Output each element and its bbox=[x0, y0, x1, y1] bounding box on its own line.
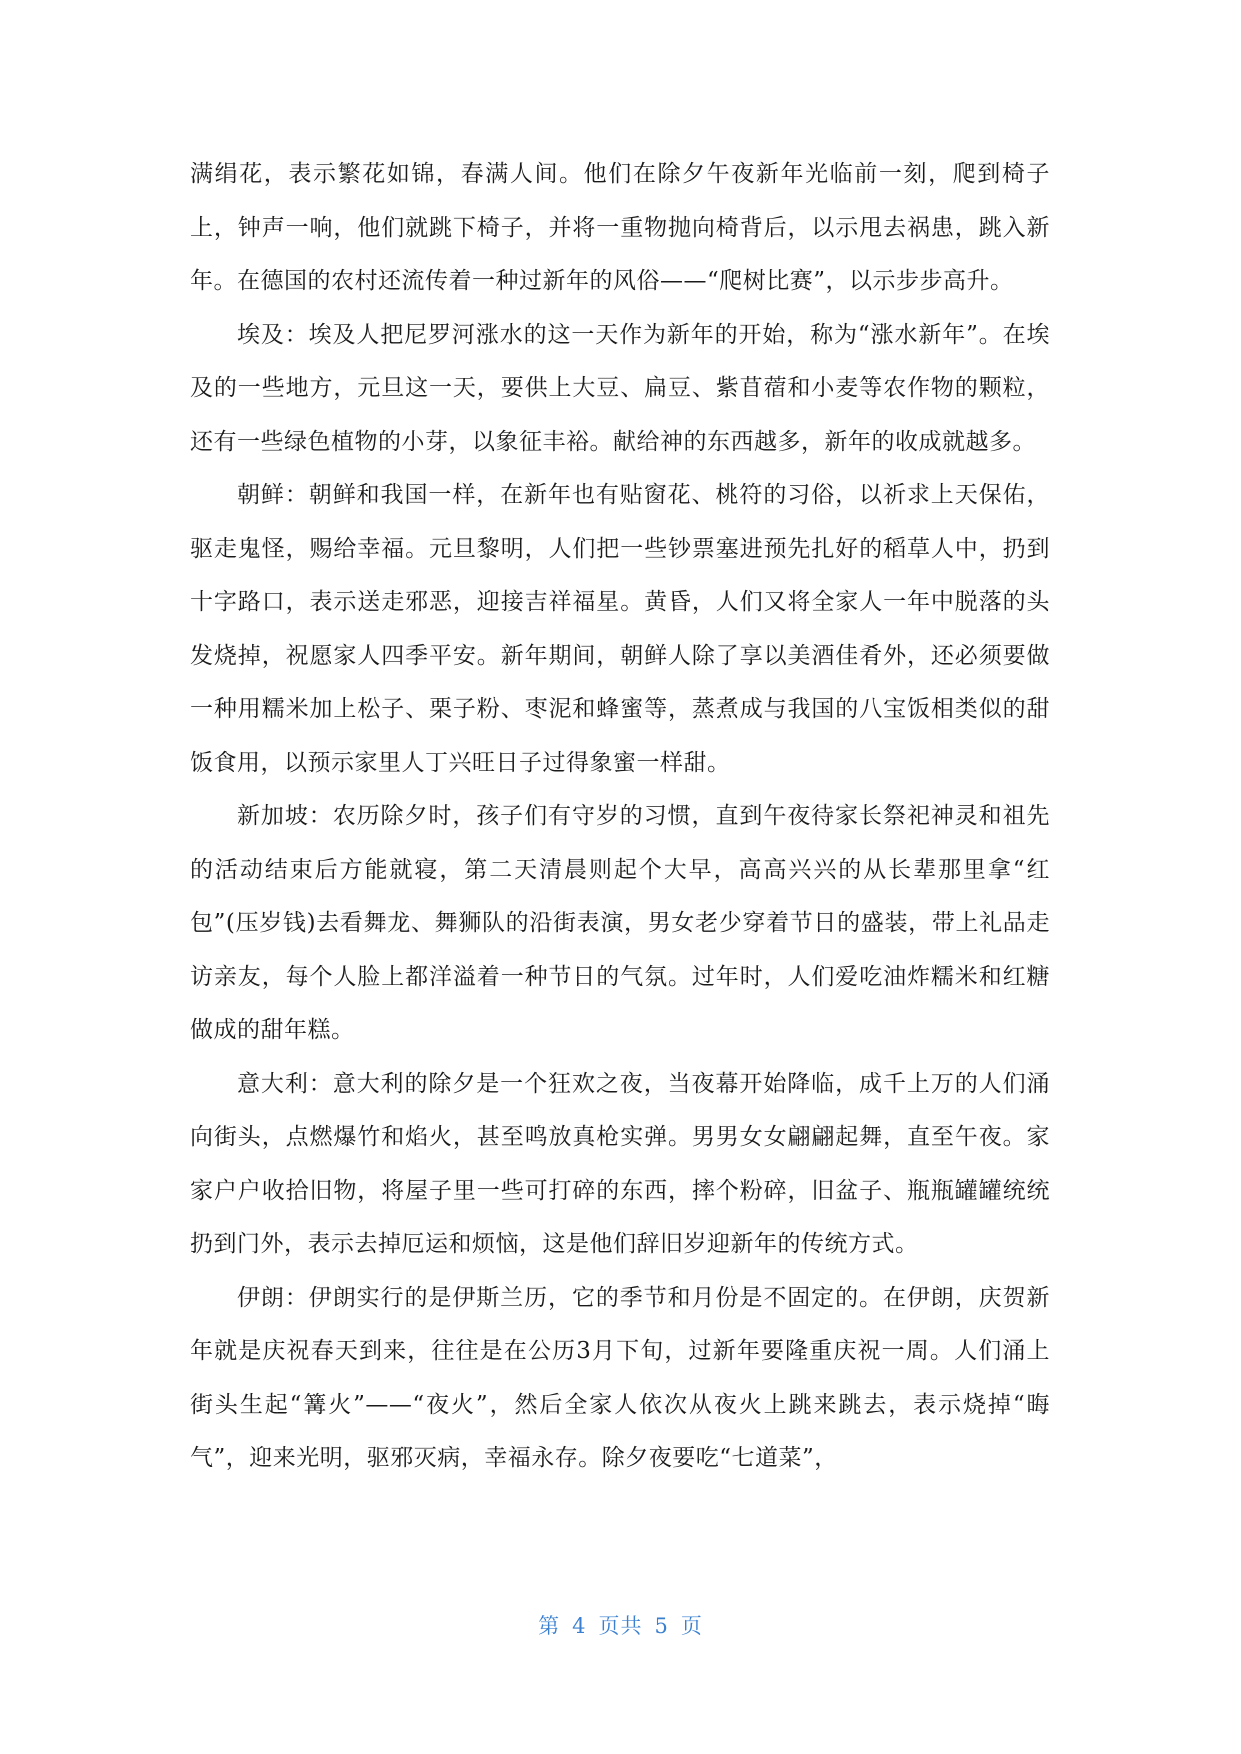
footer-total-pages: 5 bbox=[654, 1614, 669, 1638]
paragraph-egypt: 埃及：埃及人把尼罗河涨水的这一天作为新年的开始，称为“涨水新年”。在埃及的一些地方，元旦这一天，要供上大豆、扁豆、紫苜蓿和小麦等农作物的颗粒，还有一些绿色植物的小芽，以象征丰裕。献给神的东西越多，新年的收成就越多。 bbox=[190, 321, 1050, 455]
footer-prefix: 第 bbox=[538, 1614, 561, 1638]
page-number-footer bbox=[0, 1610, 1241, 1640]
footer-current-page: 4 bbox=[572, 1614, 587, 1638]
paragraph-iran: 伊朗：伊朗实行的是伊斯兰历，它的季节和月份是不固定的。在伊朗，庆贺新年就是庆祝春天到来，往往是在公历3月下旬，过新年要隆重庆祝一周。人们涌上街头生起“篝火”——“夜火”，然后全家人依次从夜火上跳来跳去，表示烧掉“晦气”，迎来光明，驱邪灭病，幸福永存。除夕夜要吃“七道菜”， bbox=[190, 1284, 1050, 1471]
paragraph-singapore: 新加坡：农历除夕时，孩子们有守岁的习惯，直到午夜待家长祭祀神灵和祖先的活动结束后方能就寝，第二天清晨则起个大早，高高兴兴的从长辈那里拿“红包”(压岁钱)去看舞龙、舞狮队的沿街表演，男女老少穿着节日的盛装，带上礼品走访亲友，每个人脸上都洋溢着一种节日的气氛。过年时，人们爱吃油炸糯米和红糖做成的甜年糕。 bbox=[190, 803, 1050, 1043]
footer-suffix: 页 bbox=[680, 1614, 703, 1638]
document-body bbox=[190, 148, 1050, 1486]
paragraph-italy: 意大利：意大利的除夕是一个狂欢之夜，当夜幕开始降临，成千上万的人们涌向街头，点燃爆竹和焰火，甚至鸣放真枪实弹。男男女女翩翩起舞，直至午夜。家家户户收拾旧物，将屋子里一些可打碎的东西，摔个粉碎，旧盆子、瓶瓶罐罐统统扔到门外，表示去掉厄运和烦恼，这是他们辞旧岁迎新年的传统方式。 bbox=[190, 1070, 1050, 1257]
paragraph-korea: 朝鲜：朝鲜和我国一样，在新年也有贴窗花、桃符的习俗，以祈求上天保佑，驱走鬼怪，赐给幸福。元旦黎明，人们把一些钞票塞进预先扎好的稻草人中，扔到十字路口，表示送走邪恶，迎接吉祥福星。黄昏，人们又将全家人一年中脱落的头发烧掉，祝愿家人四季平安。新年期间，朝鲜人除了享以美酒佳肴外，还必须要做一种用糯米加上松子、栗子粉、枣泥和蜂蜜等，蒸煮成与我国的八宝饭相类似的甜饭食用，以预示家里人丁兴旺日子过得象蜜一样甜。 bbox=[190, 482, 1050, 776]
paragraph-germany-continued: 满绢花，表示繁花如锦，春满人间。他们在除夕午夜新年光临前一刻，爬到椅子上，钟声一响，他们就跳下椅子，并将一重物抛向椅背后，以示甩去祸患，跳入新年。在德国的农村还流传着一种过新年的风俗——“爬树比赛”，以示步步高升。 bbox=[190, 161, 1050, 294]
footer-middle: 页共 bbox=[598, 1614, 643, 1638]
